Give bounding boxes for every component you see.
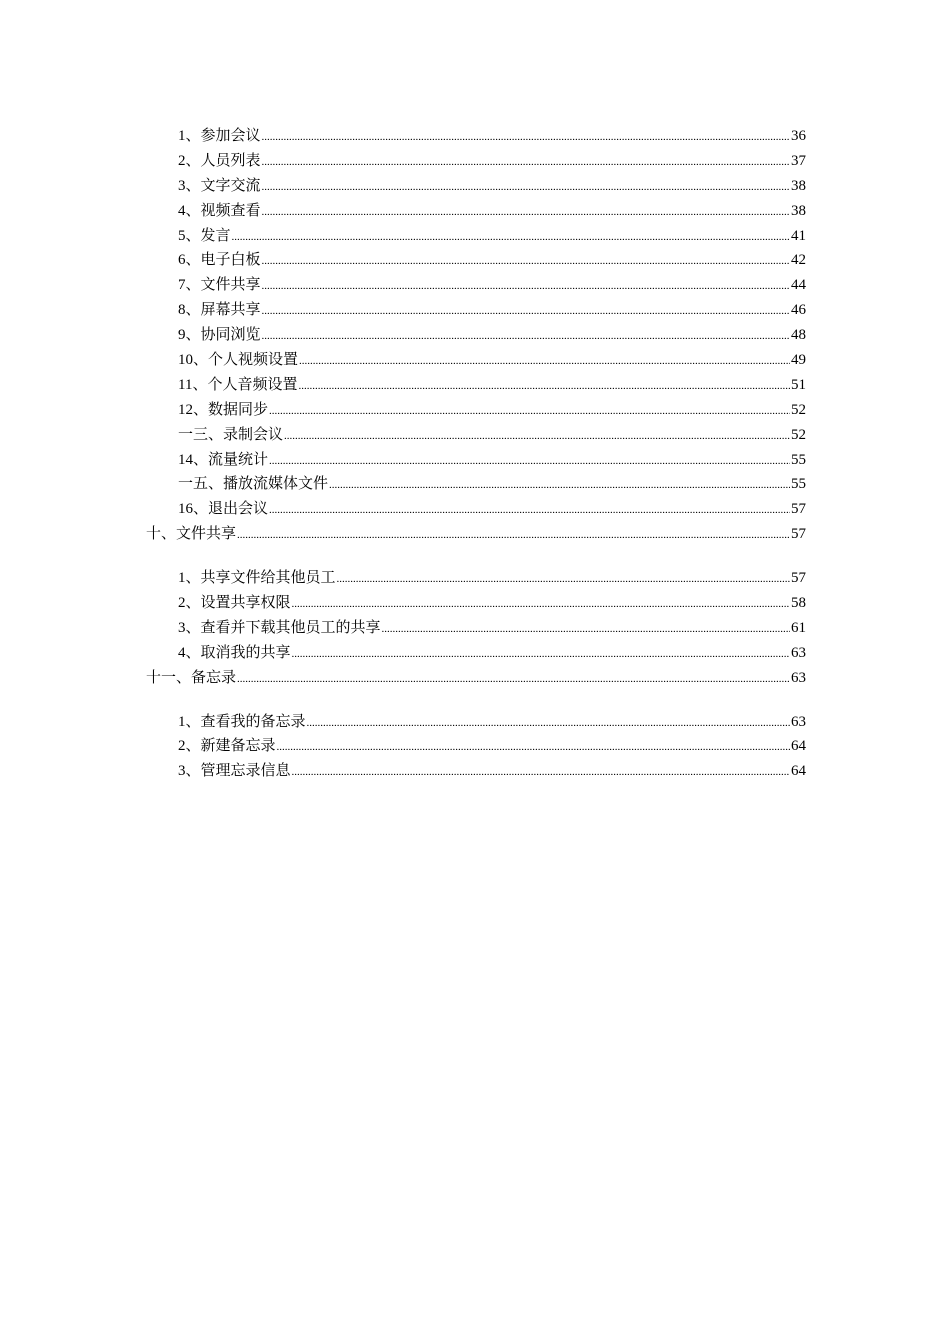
toc-page-number: 52 [791, 426, 806, 443]
toc-entry-title: 2、人员列表 [178, 149, 261, 174]
toc-dot-leader [262, 200, 790, 225]
toc-page-number: 46 [791, 302, 806, 319]
toc-entry-title: 3、管理忘录信息 [178, 759, 291, 784]
toc-entry[interactable] [178, 591, 806, 616]
toc-chapter-entry[interactable] [146, 666, 806, 691]
toc-entry[interactable] [178, 373, 806, 398]
toc-page-number: 49 [791, 352, 806, 369]
toc-dot-leader [262, 249, 790, 274]
toc-page-number: 63 [791, 669, 806, 686]
toc-entry-title: 2、新建备忘录 [178, 734, 276, 759]
toc-entry[interactable] [178, 298, 806, 323]
toc-entry-title: 8、屏幕共享 [178, 298, 261, 323]
toc-dot-leader [237, 523, 790, 548]
toc-page-number: 38 [791, 177, 806, 194]
toc-entry[interactable] [178, 224, 806, 249]
toc-entry-title: 7、文件共享 [178, 273, 261, 298]
table-of-contents [0, 124, 950, 784]
toc-dot-leader [269, 498, 790, 523]
toc-entry-title: 5、发言 [178, 224, 231, 249]
toc-dot-leader [298, 374, 790, 399]
toc-page-number: 63 [791, 713, 806, 730]
toc-page-number: 57 [791, 570, 806, 587]
toc-entry-title: 9、协同浏览 [178, 323, 261, 348]
toc-entry[interactable] [178, 472, 806, 497]
toc-entry-title: 16、退出会议 [178, 497, 268, 522]
toc-dot-leader [262, 324, 790, 349]
toc-entry-title: 十、文件共享 [146, 522, 236, 547]
toc-dot-leader [284, 424, 790, 449]
toc-dot-leader [292, 642, 790, 667]
toc-entry[interactable] [178, 398, 806, 423]
toc-dot-leader [329, 473, 790, 498]
toc-dot-leader [299, 349, 790, 374]
toc-page-number: 52 [791, 401, 806, 418]
toc-dot-leader [269, 449, 790, 474]
toc-page-number: 42 [791, 252, 806, 269]
toc-entry[interactable] [178, 248, 806, 273]
toc-dot-leader [232, 225, 790, 250]
toc-dot-leader [262, 150, 790, 175]
toc-entry[interactable] [178, 423, 806, 448]
toc-page-number: 41 [791, 227, 806, 244]
toc-entry[interactable] [178, 616, 806, 641]
toc-entry[interactable] [178, 497, 806, 522]
toc-entry[interactable] [178, 199, 806, 224]
toc-entry[interactable] [178, 348, 806, 373]
toc-dot-leader [262, 175, 790, 200]
toc-page-number: 57 [791, 526, 806, 543]
toc-entry[interactable] [178, 759, 806, 784]
toc-entry[interactable] [178, 273, 806, 298]
toc-page-number: 64 [791, 738, 806, 755]
toc-entry-title: 4、视频查看 [178, 199, 261, 224]
toc-page-number: 36 [791, 128, 806, 144]
toc-entry[interactable] [178, 641, 806, 666]
toc-page-number: 64 [791, 763, 806, 780]
toc-page-number: 38 [791, 202, 806, 219]
toc-page-number: 51 [791, 376, 806, 393]
toc-entry-title: 3、查看并下载其他员工的共享 [178, 616, 381, 641]
toc-entry-title: 2、设置共享权限 [178, 591, 291, 616]
toc-page-number: 58 [791, 595, 806, 612]
toc-entry[interactable] [178, 734, 806, 759]
toc-entry[interactable] [178, 149, 806, 174]
toc-dot-leader [262, 274, 790, 299]
toc-entry-title: 10、个人视频设置 [178, 348, 298, 373]
toc-entry-title: 6、电子白板 [178, 248, 261, 273]
toc-page-number: 57 [791, 501, 806, 518]
toc-page-number: 55 [791, 476, 806, 493]
toc-chapter-entry[interactable] [146, 522, 806, 547]
toc-page-number: 44 [791, 277, 806, 294]
toc-page-number: 48 [791, 327, 806, 344]
toc-dot-leader [269, 399, 790, 424]
toc-entry[interactable] [178, 323, 806, 348]
toc-dot-leader [337, 567, 790, 592]
toc-page-number: 37 [791, 152, 806, 169]
toc-entry-title: 4、取消我的共享 [178, 641, 291, 666]
toc-dot-leader [277, 735, 790, 760]
toc-entry-title: 十一、备忘录 [146, 666, 236, 691]
toc-dot-leader [382, 617, 790, 642]
toc-entry-title: 1、共享文件给其他员工 [178, 566, 336, 591]
toc-page-number: 61 [791, 619, 806, 636]
toc-dot-leader [292, 760, 790, 785]
toc-entry-title: 1、参加会议 [178, 124, 261, 149]
toc-dot-leader [292, 592, 790, 617]
toc-entry[interactable] [178, 566, 806, 591]
toc-entry-title: 一五、播放流媒体文件 [178, 472, 328, 497]
toc-entry-title: 一三、录制会议 [178, 423, 283, 448]
toc-entry[interactable] [178, 124, 806, 149]
toc-entry-title: 11、个人音频设置 [178, 373, 297, 398]
toc-entry[interactable] [178, 448, 806, 473]
toc-page-number: 55 [791, 451, 806, 468]
toc-entry-title: 3、文字交流 [178, 174, 261, 199]
toc-dot-leader [262, 299, 790, 324]
toc-dot-leader [262, 125, 790, 150]
toc-entry-title: 1、查看我的备忘录 [178, 710, 306, 735]
toc-page-number: 63 [791, 644, 806, 661]
toc-entry-title: 12、数据同步 [178, 398, 268, 423]
toc-entry-title: 14、流量统计 [178, 448, 268, 473]
toc-entry[interactable] [178, 174, 806, 199]
toc-entry[interactable] [178, 710, 806, 735]
toc-dot-leader [307, 711, 790, 736]
toc-dot-leader [237, 667, 790, 692]
